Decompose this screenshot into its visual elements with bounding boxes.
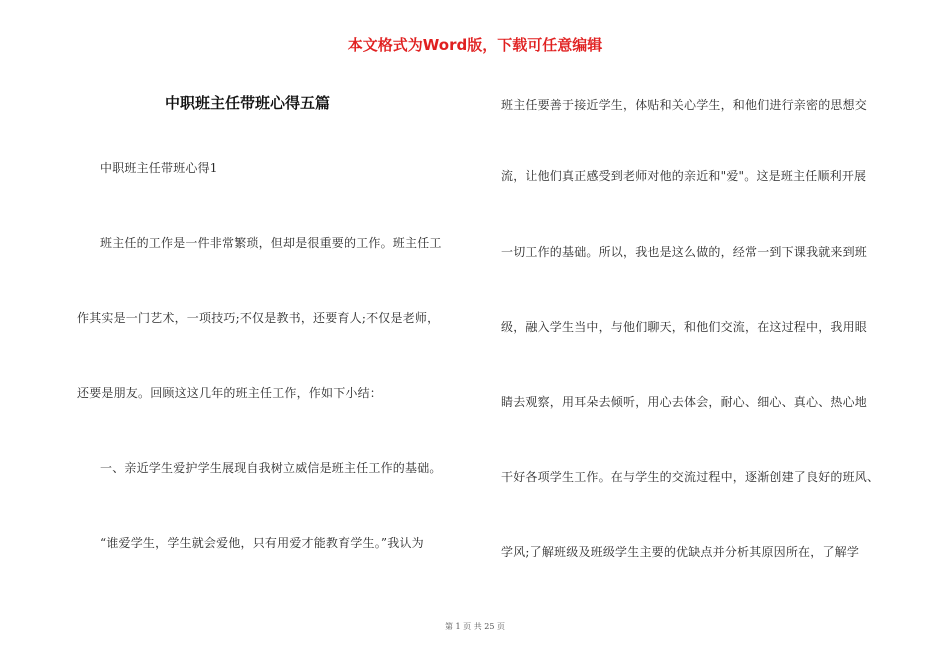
- left-line: 一、亲近学生爱护学生展现自我树立威信是班主任工作的基础。: [100, 461, 442, 475]
- format-banner: 本文格式为Word版，下载可任意编辑: [347, 36, 603, 54]
- left-line-subtitle: 中职班主任带班心得1: [100, 161, 218, 175]
- left-line: “谁爱学生，学生就会爱他，只有用爱才能教育学生。”我认为: [100, 536, 424, 550]
- left-line: 作其实是一门艺术，一项技巧;不仅是教书，还要育人;不仅是老师，: [77, 311, 440, 325]
- right-line: 睛去观察，用耳朵去倾听，用心去体会，耐心、细心、真心、热心地: [501, 395, 868, 409]
- page-number: 第 1 页 共 25 页: [445, 622, 505, 631]
- right-line: 干好各项学生工作。在与学生的交流过程中，逐渐创建了良好的班风、: [501, 470, 880, 484]
- right-line: 一切工作的基础。所以，我也是这么做的，经常一到下课我就来到班: [501, 245, 868, 259]
- left-line: 班主任的工作是一件非常繁琐，但却是很重要的工作。班主任工: [100, 236, 442, 250]
- right-line: 班主任要善于接近学生，体贴和关心学生，和他们进行亲密的思想交: [501, 98, 868, 112]
- right-line: 流，让他们真正感受到老师对他的亲近和"爱"。这是班主任顺利开展: [501, 169, 867, 183]
- right-line: 学风;了解班级及班级学生主要的优缺点并分析其原因所在，了解学: [501, 545, 860, 559]
- right-line: 级，融入学生当中，与他们聊天，和他们交流，在这过程中，我用眼: [501, 320, 868, 334]
- left-line: 还要是朋友。回顾这这几年的班主任工作，作如下小结：: [77, 386, 383, 400]
- document-title: 中职班主任带班心得五篇: [165, 94, 331, 112]
